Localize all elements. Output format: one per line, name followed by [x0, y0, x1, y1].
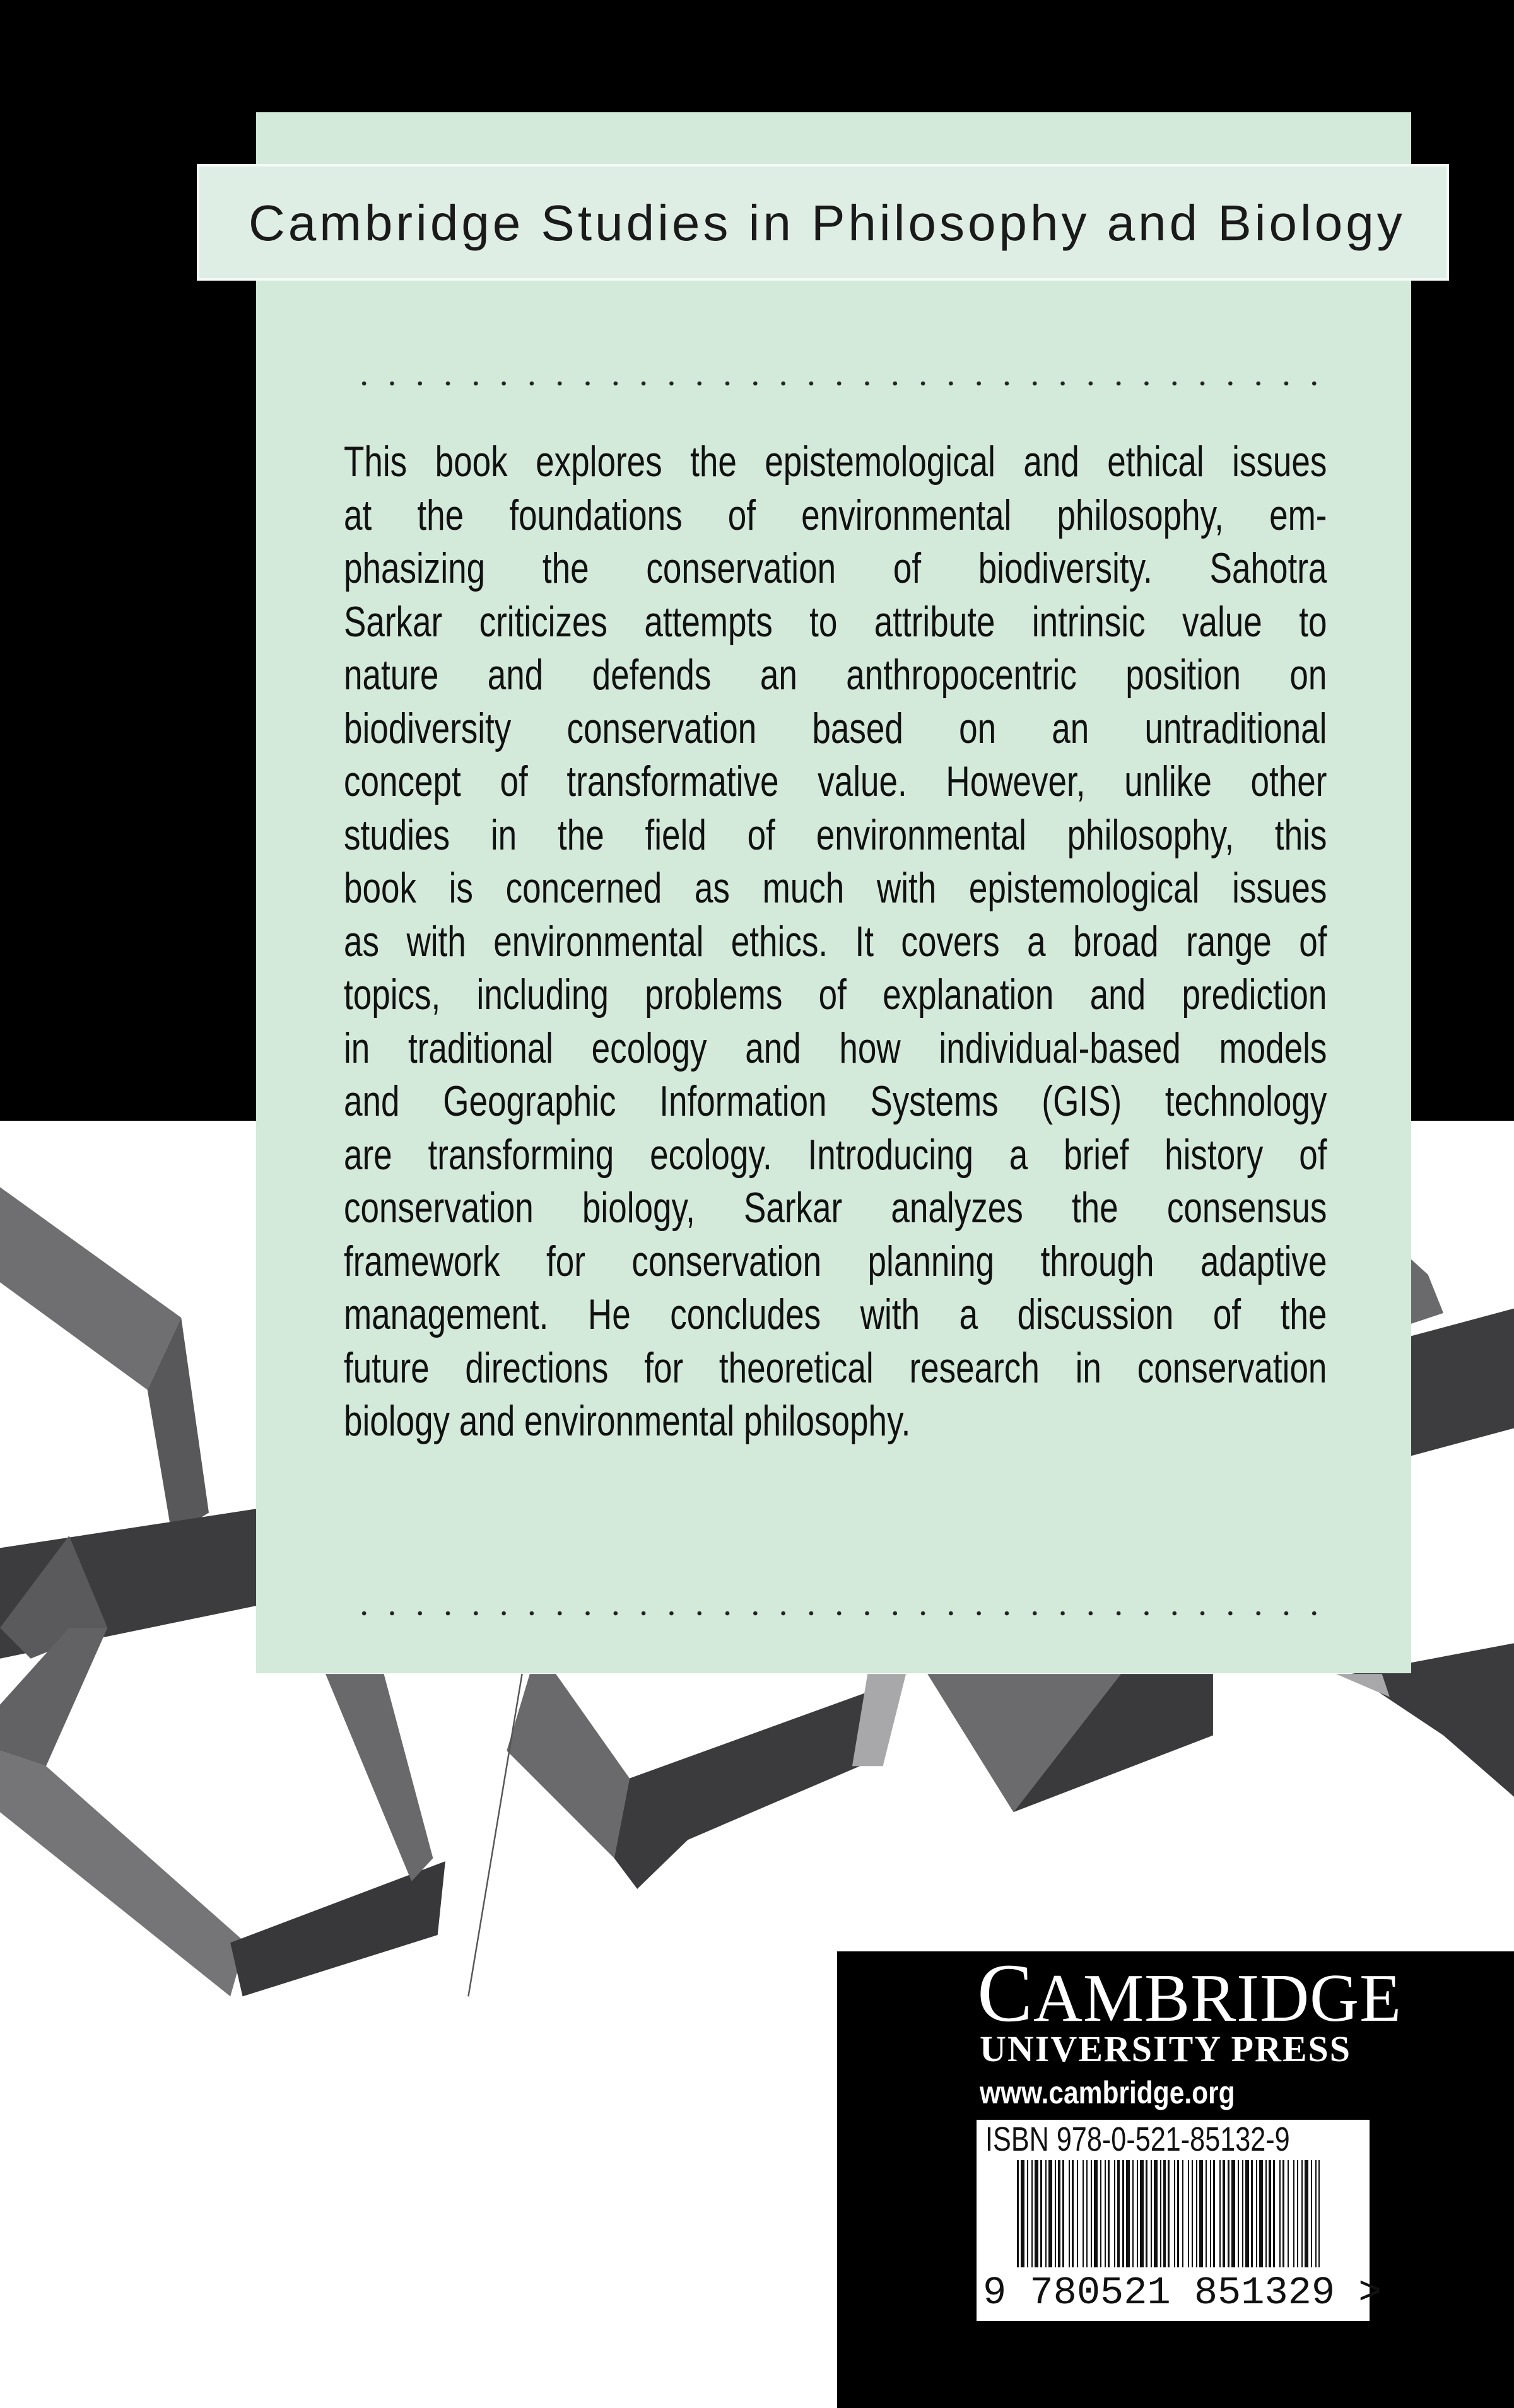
blurb-line: at the foundations of environmental philosophy, em-	[344, 491, 1327, 539]
blurb-line: in traditional ecology and how individual-based models	[344, 1024, 1327, 1072]
barcode-bar	[1160, 2160, 1161, 2267]
barcode-bar	[1293, 2160, 1294, 2267]
barcode-bar	[1058, 2160, 1060, 2267]
barcode-bar	[1279, 2160, 1281, 2267]
barcode-bar	[1137, 2160, 1138, 2267]
barcode-bar	[1297, 2160, 1298, 2267]
barcode-bar	[1040, 2160, 1042, 2267]
barcode-bar	[1265, 2160, 1267, 2267]
barcode-bar	[1318, 2160, 1320, 2267]
blurb-line: book is concerned as much with epistemological issues	[344, 864, 1327, 912]
isbn-text: ISBN 978-0-521-85132-9	[985, 2120, 1290, 2158]
barcode-bar	[1210, 2160, 1211, 2267]
barcode-bar	[1091, 2160, 1092, 2267]
barcode-bar	[1256, 2160, 1257, 2267]
blurb-line: biology and environmental philosophy.	[344, 1397, 911, 1445]
barcode-bar	[1213, 2160, 1215, 2267]
ribbon-segment	[0, 1751, 245, 1997]
barcode-bar	[1021, 2160, 1024, 2267]
barcode-bar	[1031, 2160, 1033, 2267]
isbn-barcode	[977, 2120, 1382, 2321]
barcode-bar	[1219, 2160, 1221, 2267]
barcode-bar	[1238, 2160, 1239, 2267]
barcode-bar	[1177, 2160, 1179, 2267]
barcode-bar	[1105, 2160, 1106, 2267]
barcode-bar	[1045, 2160, 1047, 2267]
barcode-bar	[1027, 2160, 1028, 2267]
ribbon-segment	[507, 1674, 630, 1858]
blurb-line: topics, including problems of explanation and prediction	[344, 971, 1327, 1019]
blurb-line: as with environmental ethics. It covers a broad range of	[344, 917, 1327, 966]
barcode-bar	[1114, 2160, 1115, 2267]
barcode-bar	[1083, 2160, 1084, 2267]
publisher-block	[837, 1946, 1514, 2408]
barcode-bar	[1273, 2160, 1275, 2267]
ribbon-segment	[0, 1187, 181, 1389]
barcode-bar	[1154, 2160, 1158, 2267]
barcode-bar	[1072, 2160, 1074, 2267]
barcode-bar	[1206, 2160, 1207, 2267]
barcode-bar	[1126, 2160, 1130, 2267]
blurb-line: and Geographic Information Systems (GIS) technology	[344, 1077, 1327, 1125]
barcode-bar	[1077, 2160, 1078, 2267]
ribbon-segment	[1411, 1309, 1514, 1456]
series-title-box	[197, 164, 1449, 281]
ribbon-segment	[230, 1861, 445, 1996]
blurb-line: concept of transformative value. However, unlike other	[344, 757, 1327, 805]
publisher-url: www.cambridge.org	[980, 2075, 1235, 2110]
barcode-bar	[1100, 2160, 1101, 2267]
blurb-line: future directions for theoretical research in conservation	[344, 1343, 1327, 1392]
barcode-bar	[1151, 2160, 1152, 2267]
barcode-bar	[1163, 2160, 1166, 2267]
barcode-bar	[1086, 2160, 1088, 2267]
barcode-bar	[1315, 2160, 1317, 2267]
barcode-bar	[1055, 2160, 1056, 2267]
barcode-bar	[1269, 2160, 1271, 2267]
barcode-bar	[1305, 2160, 1308, 2267]
barcode-bar	[1199, 2160, 1203, 2267]
barcode-bar	[1242, 2160, 1243, 2267]
barcode-bar	[1182, 2160, 1183, 2267]
barcode-bars	[1017, 2160, 1320, 2267]
barcode-bar	[1132, 2160, 1134, 2267]
barcode-bar	[1108, 2160, 1110, 2267]
barcode-bar	[1196, 2160, 1197, 2267]
barcode-bar	[1282, 2160, 1284, 2267]
barcode-bar	[1146, 2160, 1147, 2267]
publisher-press: UNIVERSITY PRESS	[980, 2028, 1352, 2069]
blurb	[344, 435, 1327, 1448]
barcode-bar	[1069, 2160, 1070, 2267]
barcode-bar	[1122, 2160, 1124, 2267]
barcode-bar	[1251, 2160, 1253, 2267]
barcode-bar	[1188, 2160, 1189, 2267]
ean-digits: 9 780521 851329 >	[983, 2271, 1382, 2315]
barcode-bar	[1228, 2160, 1229, 2267]
blurb-line: Sarkar criticizes attempts to attribute intrinsic value to	[344, 597, 1327, 646]
barcode-bar	[1259, 2160, 1263, 2267]
series-title: Cambridge Studies in Philosophy and Biology	[249, 195, 1405, 251]
barcode-bar	[1062, 2160, 1064, 2267]
barcode-bar	[1017, 2160, 1019, 2267]
blurb-line: nature and defends an anthropocentric position on	[344, 651, 1327, 699]
barcode-bar	[1245, 2160, 1249, 2267]
thin-line	[468, 1674, 522, 1996]
barcode-bar	[1094, 2160, 1098, 2267]
blurb-line: conservation biology, Sarkar analyzes the consensus	[344, 1184, 1327, 1232]
ribbon-segment	[326, 1674, 433, 1881]
barcode-bar	[1223, 2160, 1225, 2267]
barcode-bar	[1231, 2160, 1235, 2267]
blurb-line: management. He concludes with a discussion of the	[344, 1290, 1327, 1338]
blurb-line: are transforming ecology. Introducing a brief history of	[344, 1130, 1327, 1179]
publisher-logo: CAMBRIDGE	[977, 1946, 1402, 2039]
blurb-line: phasizing the conservation of biodiversity. Sahotra	[344, 544, 1327, 592]
barcode-bar	[1035, 2160, 1038, 2267]
ribbon-segment	[614, 1689, 876, 1889]
barcode-bar	[1174, 2160, 1175, 2267]
barcode-bar	[1048, 2160, 1052, 2267]
barcode-bar	[1288, 2160, 1289, 2267]
barcode-bar	[1168, 2160, 1170, 2267]
dotted-divider-top	[350, 380, 1328, 387]
barcode-bar	[1117, 2160, 1120, 2267]
barcode-bar	[1311, 2160, 1312, 2267]
ribbon-segment	[852, 1674, 906, 1766]
blurb-line: studies in the field of environmental philosophy, this	[344, 810, 1327, 859]
dotted-divider-bottom	[350, 1610, 1328, 1616]
barcode-bar	[1301, 2160, 1303, 2267]
blurb-line: framework for conservation planning through adaptive	[344, 1237, 1327, 1285]
barcode-bar	[1140, 2160, 1144, 2267]
blurb-line: This book explores the epistemological and ethical issues	[344, 438, 1327, 486]
ribbon-segment	[1411, 1260, 1443, 1324]
barcode-bar	[1192, 2160, 1193, 2267]
blurb-line: biodiversity conservation based on an untraditional	[344, 704, 1327, 752]
